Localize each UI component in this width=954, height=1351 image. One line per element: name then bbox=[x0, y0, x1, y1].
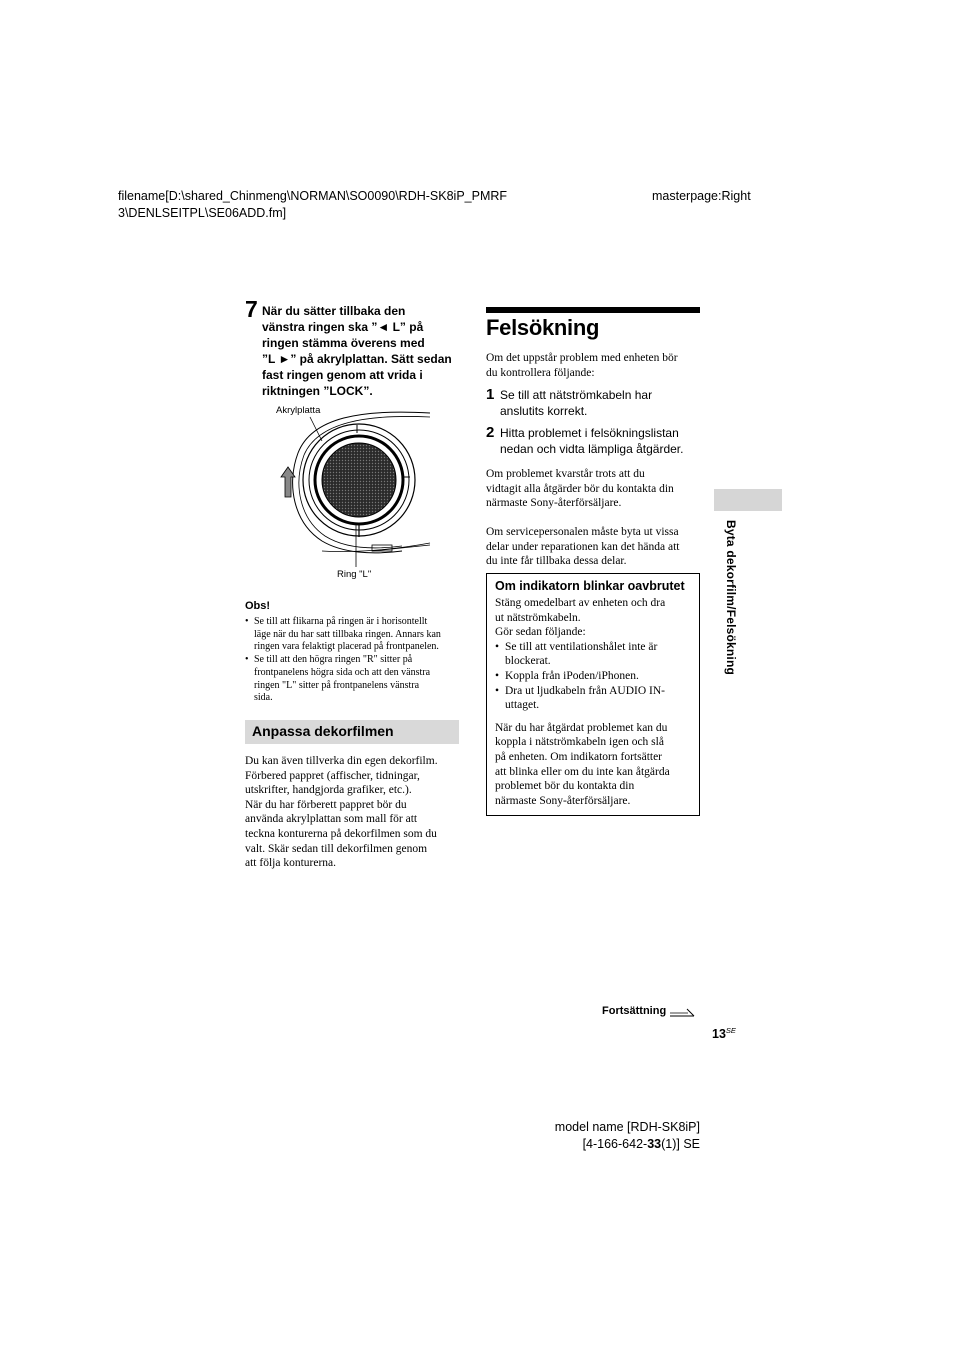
anpassa-line: valt. Skär sedan till dekorfilmen genom bbox=[245, 842, 428, 855]
intro-line: Om det uppstår problem med enheten bör bbox=[486, 352, 678, 364]
anpassa-line: Förbered pappret (affischer, tidningar, bbox=[245, 769, 420, 782]
box-outro-line: närmaste Sony-återförsäljare. bbox=[495, 794, 631, 807]
header-filename-line2: 3\DENLSEITPL\SE06ADD.fm] bbox=[118, 206, 287, 220]
step-7-line: riktningen ”LOCK”. bbox=[262, 384, 373, 398]
felsokning-para-1 bbox=[486, 467, 706, 511]
obs-item-line: • Se till att flikarna på ringen är i horisontellt bbox=[254, 616, 428, 627]
indicator-box-list bbox=[495, 640, 691, 713]
obs-item-line: ringen "L" sitter på frontpanelens vänstra bbox=[254, 679, 420, 691]
box-bullet bbox=[495, 669, 691, 684]
footer-model-line: model name [RDH-SK8iP] bbox=[554, 1120, 700, 1134]
box-bullet bbox=[495, 640, 691, 669]
box-intro-line: Stäng omedelbart av enheten och dra bbox=[495, 597, 666, 609]
obs-item-line: ringen vara felaktigt placerad på frontpanelen. bbox=[254, 641, 439, 653]
step-number: 1 bbox=[486, 386, 495, 403]
indicator-box-body bbox=[495, 596, 691, 808]
obs-item bbox=[245, 654, 465, 705]
step-7-text bbox=[262, 303, 472, 399]
header-filename bbox=[118, 188, 638, 222]
step-7-line: ringen stämma överens med bbox=[262, 336, 425, 350]
step-line: anslutits korrekt. bbox=[500, 404, 588, 418]
box-outro-line: När du har åtgärdat problemet kan du bbox=[495, 721, 668, 734]
box-outro-line: koppla i nätströmkabeln igen och slå bbox=[495, 736, 664, 749]
anpassa-heading: Anpassa dekorfilmen bbox=[245, 720, 459, 744]
page-number-suffix: SE bbox=[725, 1026, 736, 1035]
continuation-label: Fortsättning bbox=[602, 1005, 667, 1017]
obs-item-line: sida. bbox=[254, 692, 273, 704]
box-intro-line: Gör sedan följande: bbox=[495, 626, 586, 639]
anpassa-line: teckna konturerna på dekorfilmen som du bbox=[245, 827, 437, 840]
obs-item-line: läge när du har satt tillbaka ringen. Annars kan bbox=[254, 628, 441, 640]
footer-code-prefix: [4-166-642- bbox=[582, 1137, 648, 1151]
para-line: vidtagit alla åtgärder bör du kontakta din bbox=[486, 482, 674, 495]
continuation-arrow-icon bbox=[670, 1006, 696, 1018]
header-filename-line1: filename[D:\shared_Chinmeng\NORMAN\SO0090\RDH-SK8iP_PMRF bbox=[118, 189, 508, 203]
para-line: Om servicepersonalen måste byta ut vissa bbox=[486, 526, 679, 538]
felsokning-step-2 bbox=[486, 425, 706, 457]
figure-label-akrylplatta: Akrylplatta bbox=[276, 405, 321, 416]
felsokning-step-1 bbox=[486, 387, 706, 419]
box-outro-line: problemet bör du kontakta din bbox=[495, 780, 635, 793]
anpassa-line: använda akrylplattan som mall för att bbox=[245, 813, 418, 826]
ring-diagram-illustration bbox=[272, 405, 462, 580]
obs-item-line: • Se till att den högra ringen "R" sitter på bbox=[254, 654, 413, 666]
anpassa-line: Du kan även tillverka din egen dekorfilm. bbox=[245, 755, 438, 767]
felsokning-intro bbox=[486, 351, 706, 380]
intro-line: du kontrollera följande: bbox=[486, 366, 595, 379]
anpassa-body bbox=[245, 754, 465, 871]
section-tab-label: Byta dekorfilm/Felsökning bbox=[724, 520, 738, 676]
box-outro-line: på enheten. Om indikatorn fortsätter bbox=[495, 750, 663, 763]
box-intro-line: ut nätströmkabeln. bbox=[495, 611, 581, 624]
step-7-line: fast ringen genom att vrida i bbox=[262, 368, 423, 382]
footer-code-line bbox=[480, 1136, 700, 1153]
box-bullet-line: • Se till att ventilationshålet inte är bbox=[505, 640, 658, 653]
felsokning-title: Felsökning bbox=[486, 315, 600, 340]
step-7-line: ”L ►” på akrylplattan. Sätt sedan bbox=[262, 352, 452, 366]
box-bullet-line: uttaget. bbox=[505, 699, 540, 712]
section-tab bbox=[714, 489, 782, 511]
footer-code-bold: 33 bbox=[647, 1137, 662, 1151]
obs-title: Obs! bbox=[245, 600, 271, 612]
step-line: Se till att nätströmkabeln har bbox=[500, 388, 653, 402]
footer-code-suffix: (1)] SE bbox=[661, 1137, 700, 1151]
anpassa-line: När du har förberett pappret bör du bbox=[245, 798, 407, 811]
step-text bbox=[500, 387, 652, 419]
step-number: 2 bbox=[486, 424, 495, 441]
anpassa-line: utskrifter, handgjorda grafiker, etc.). bbox=[245, 784, 412, 797]
obs-list bbox=[245, 616, 465, 705]
anpassa-line: att följa konturerna. bbox=[245, 857, 337, 870]
box-bullet-line: • Dra ut ljudkabeln från AUDIO IN- bbox=[505, 684, 665, 697]
para-line: du inte får tillbaka dessa delar. bbox=[486, 555, 627, 568]
para-line: Om problemet kvarstår trots att du bbox=[486, 468, 645, 480]
para-line: delar under reparationen kan det hända att bbox=[486, 540, 680, 553]
figure-label-ring-l: Ring "L" bbox=[337, 569, 372, 580]
obs-item-line: frontpanelens högra sida och att den vänstra bbox=[254, 666, 431, 678]
felsokning-para-2 bbox=[486, 525, 706, 569]
step-7-line: När du sätter tillbaka den bbox=[262, 304, 406, 318]
step-7-number: 7 bbox=[245, 296, 258, 322]
header-masterpage: masterpage:Right bbox=[652, 189, 751, 203]
box-bullet-line: blockerat. bbox=[505, 655, 551, 668]
box-bullet bbox=[495, 684, 691, 713]
box-outro-line: att blinka eller om du inte kan åtgärda bbox=[495, 765, 670, 778]
indicator-box-title: Om indikatorn blinkar oavbrutet bbox=[495, 579, 685, 593]
step-7-line: vänstra ringen ska ”◄ L” på bbox=[262, 320, 424, 334]
obs-item bbox=[245, 616, 465, 654]
page-number bbox=[712, 1026, 736, 1041]
footer-model bbox=[480, 1119, 700, 1153]
indicator-box bbox=[486, 573, 700, 816]
step-text bbox=[500, 425, 683, 457]
box-bullet-line: • Koppla från iPoden/iPhonen. bbox=[505, 669, 639, 682]
para-line: närmaste Sony-återförsäljare. bbox=[486, 497, 622, 510]
page-number-value: 13 bbox=[712, 1027, 726, 1042]
step-line: Hitta problemet i felsökningslistan bbox=[500, 426, 679, 440]
step-line: nedan och vidta lämpliga åtgärder. bbox=[500, 442, 684, 456]
felsokning-rule bbox=[486, 307, 700, 313]
